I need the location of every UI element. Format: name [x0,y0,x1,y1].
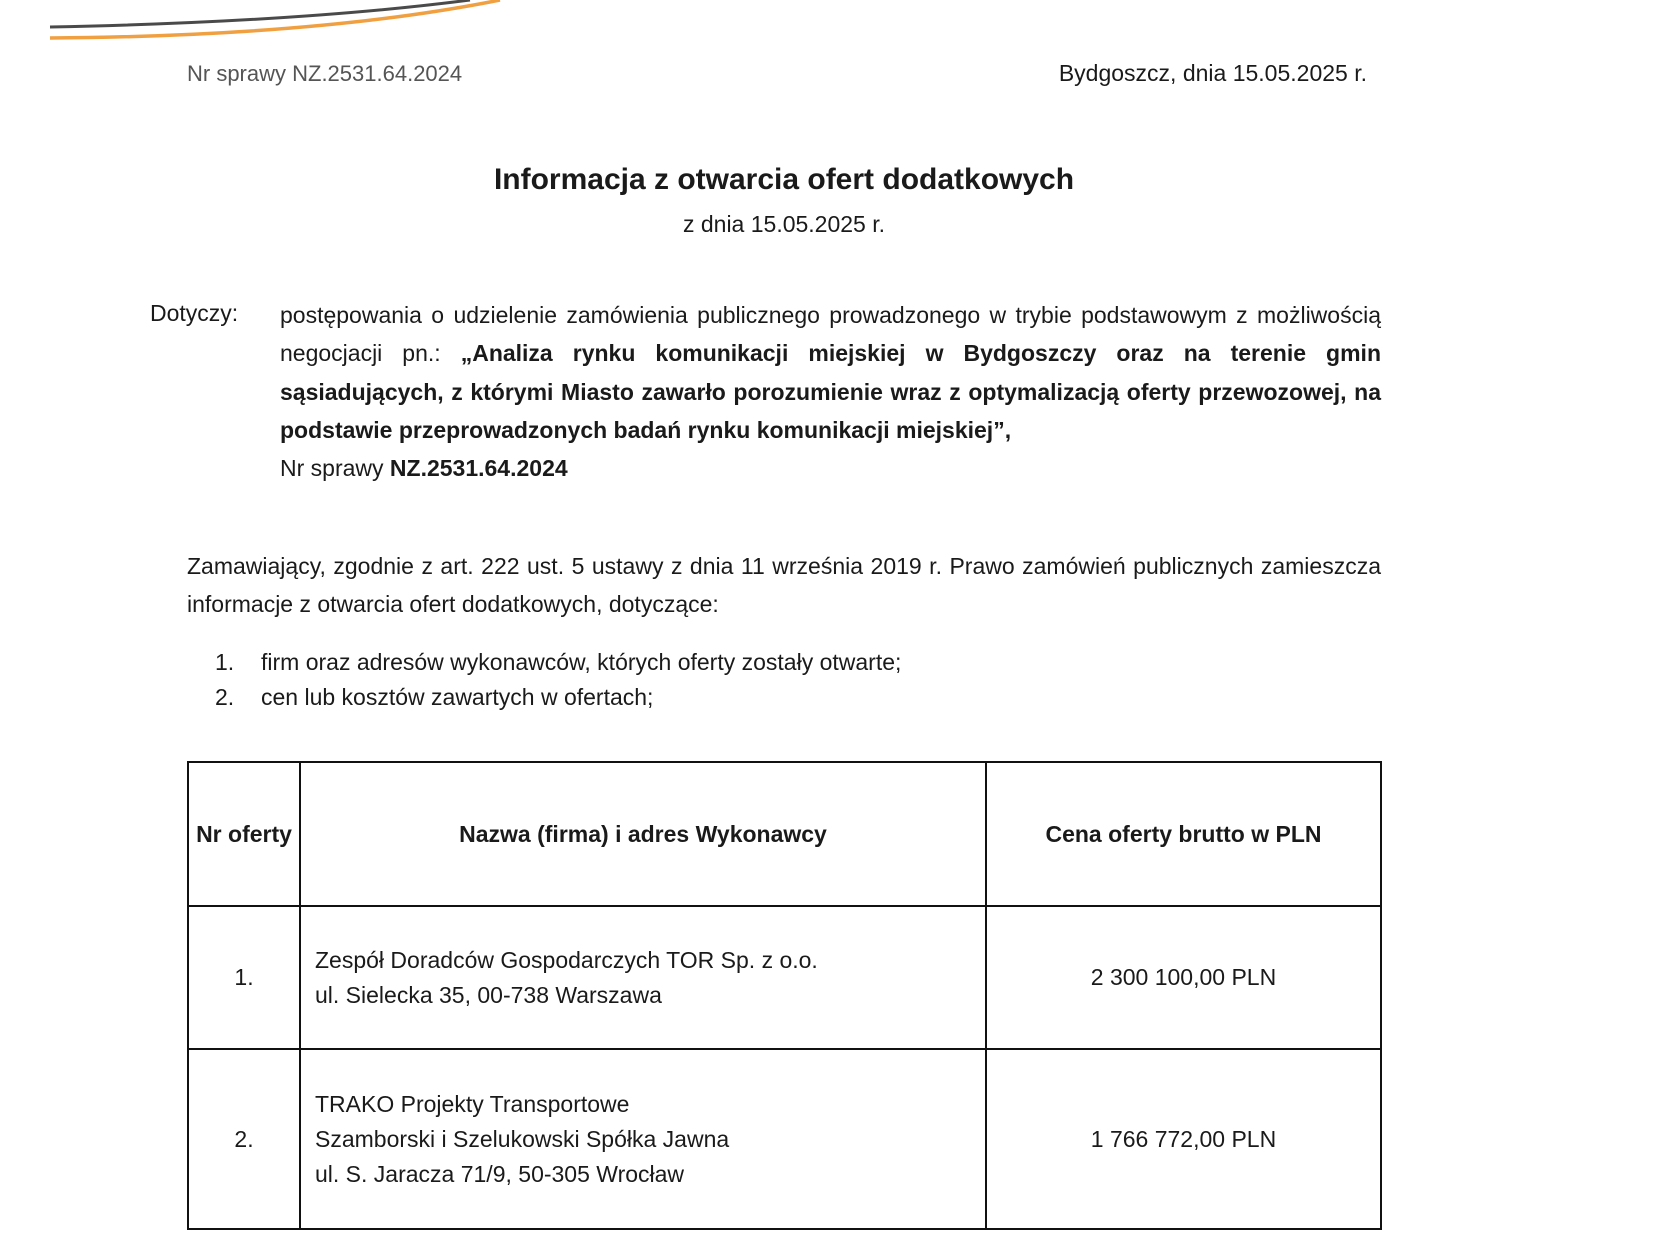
logo-swoosh [0,0,600,45]
table-row [188,1049,1381,1229]
case-number: NZ.2531.64.2024 [389,455,568,482]
contractor-line: Zespół Doradców Gospodarczych TOR Sp. z o.o. [315,946,818,973]
header-name: Nazwa (firma) i adres Wykonawcy [300,762,986,906]
regarding-label: Dotyczy: [150,300,239,326]
offer-nr: 2. [188,1049,300,1229]
regarding-intro: postępowania o udzielenie zamówienia publicznego prowadzonego w trybie podstawowym z możliwością negocjacji pn.: [280,302,1381,367]
offer-contractor [300,906,986,1049]
header-nr: Nr oferty [188,762,300,906]
offer-price: 1 766 772,00 PLN [986,1049,1381,1229]
contractor-line: TRAKO Projekty Transportowe [315,1090,630,1117]
list-item: cen lub kosztów zawartych w ofertach; [261,684,654,710]
intro-paragraph: Zamawiający, zgodnie z art. 222 ust. 5 ustawy z dnia 11 września 2019 r. Prawo zamówień publicznych zamieszcza informacje z otwarcia ofert dodatkowych, dotyczące: [187,553,1381,617]
regarding-text [280,296,1381,487]
list-item: firm oraz adresów wykonawców, których oferty zostały otwarte; [261,649,902,675]
place-date: Bydgoszcz, dnia 15.05.2025 r. [1058,60,1367,86]
list-number: 2. [215,684,235,710]
offer-contractor [300,1049,986,1229]
contractor-line: ul. S. Jaracza 71/9, 50-305 Wrocław [315,1160,685,1187]
case-number-header: Nr sprawy NZ.2531.64.2024 [187,61,463,86]
document-title: Informacja z otwarcia ofert dodatkowych [493,163,1075,196]
table-row [188,906,1381,1049]
offer-nr: 1. [188,906,300,1049]
offer-price: 2 300 100,00 PLN [986,906,1381,1049]
table-header-row [188,762,1381,906]
contractor-line: ul. Sielecka 35, 00-738 Warszawa [315,981,662,1008]
contractor-line: Szamborski i Szelukowski Spółka Jawna [315,1125,730,1152]
case-prefix: Nr sprawy [280,455,390,482]
document-subtitle: z dnia 15.05.2025 r. [682,211,886,237]
offers-table [187,761,1382,1230]
list-number: 1. [215,649,235,675]
procurement-name: „Analiza rynku komunikacji miejskiej w Bydgoszczy oraz na terenie gmin sąsiadujących, z którymi Miasto zawarło porozumienie wraz z optymalizacją oferty przewozowej, na podstawie przeprowadzonych badań rynku komunikacji miejskiej”, [280,340,1381,443]
header-price: Cena oferty brutto w PLN [986,762,1381,906]
